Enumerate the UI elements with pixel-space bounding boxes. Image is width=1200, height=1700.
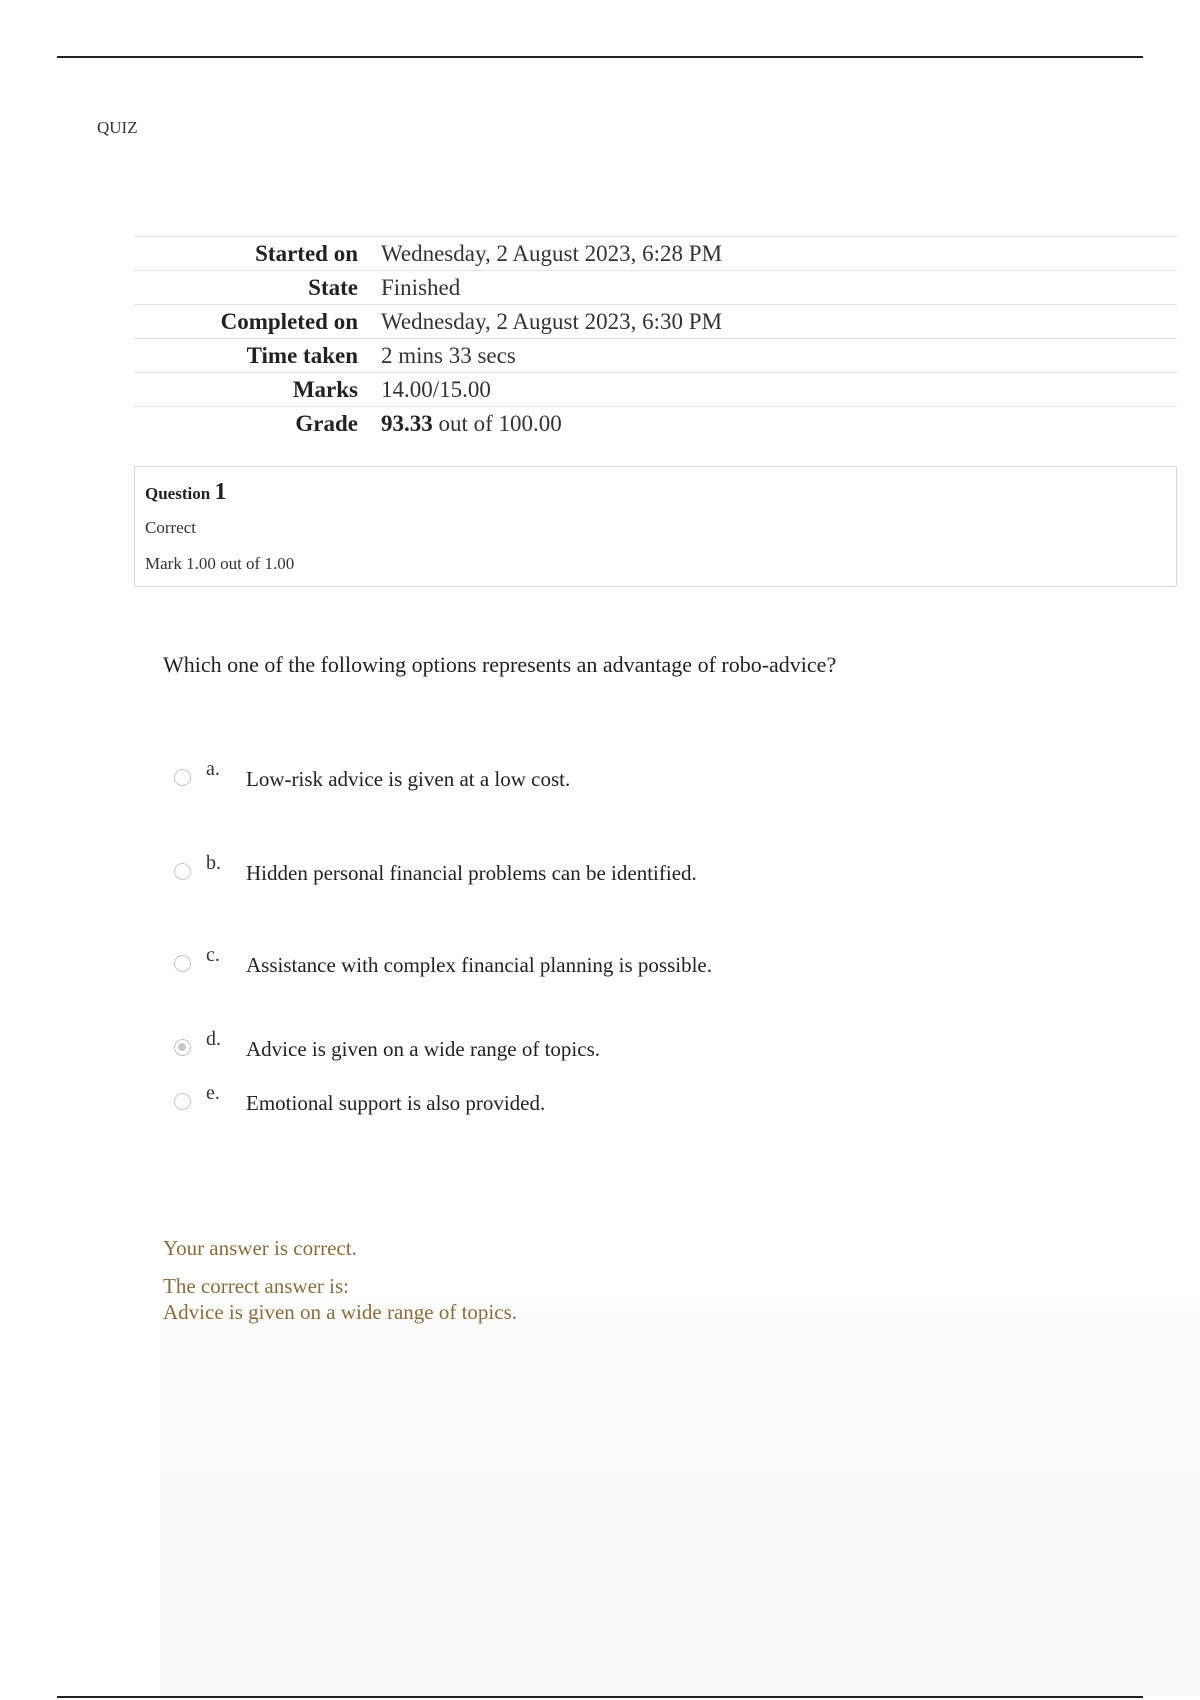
- option-letter: e.: [206, 1082, 220, 1104]
- option-letter: a.: [206, 758, 220, 780]
- summary-value: 2 mins 33 secs: [381, 342, 516, 368]
- option-letter: d.: [206, 1028, 221, 1050]
- attempt-summary-table: [134, 236, 1177, 440]
- question-info-box: [134, 466, 1177, 587]
- summary-label: Completed on: [220, 308, 358, 334]
- question-mark: Mark 1.00 out of 1.00: [145, 554, 295, 573]
- summary-label: State: [308, 274, 358, 300]
- summary-row-started-on: [134, 237, 1177, 271]
- feedback-verdict: Your answer is correct.: [163, 1236, 357, 1260]
- summary-value: Wednesday, 2 August 2023, 6:28 PM: [381, 240, 723, 266]
- question-number: [145, 479, 226, 506]
- summary-row-time-taken: [134, 339, 1177, 373]
- radio-button[interactable]: [174, 863, 191, 880]
- option-text: Low-risk advice is given at a low cost.: [246, 767, 571, 791]
- summary-value: Wednesday, 2 August 2023, 6:30 PM: [381, 308, 723, 334]
- option-text: Assistance with complex financial planning is possible.: [246, 953, 712, 977]
- summary-label: Started on: [255, 240, 358, 266]
- option-letter: c.: [206, 944, 220, 966]
- grade-out-of: out of 100.00: [432, 410, 562, 436]
- summary-row-completed-on: [134, 305, 1177, 339]
- option-text: Hidden personal financial problems can be identified.: [246, 861, 697, 885]
- summary-row-grade: [134, 407, 1177, 440]
- top-rule: [57, 56, 1143, 58]
- question-formulation-area: [160, 600, 1200, 1696]
- right-answer-label: The correct answer is:: [163, 1274, 349, 1298]
- radio-button[interactable]: [174, 1093, 191, 1110]
- summary-row-marks: [134, 373, 1177, 407]
- summary-row-state: [134, 271, 1177, 305]
- radio-button[interactable]: [174, 769, 191, 786]
- page-label: QUIZ: [97, 118, 138, 137]
- summary-label: Grade: [295, 410, 358, 436]
- summary-value: Finished: [381, 274, 461, 300]
- question-label: Question: [145, 484, 211, 503]
- option-text: Emotional support is also provided.: [246, 1091, 546, 1115]
- bottom-rule: [57, 1696, 1143, 1698]
- radio-button[interactable]: [174, 955, 191, 972]
- summary-label: Marks: [292, 376, 358, 402]
- question-state: Correct: [145, 518, 196, 537]
- summary-value: [358, 411, 562, 437]
- option-letter: b.: [206, 852, 221, 874]
- question-text: Which one of the following options represents an advantage of robo-advice?: [163, 652, 837, 677]
- summary-value: 14.00/15.00: [381, 376, 491, 402]
- right-answer-text: Advice is given on a wide range of topics.: [163, 1300, 517, 1324]
- summary-label: Time taken: [246, 342, 358, 368]
- radio-button-selected[interactable]: [174, 1039, 191, 1056]
- option-text: Advice is given on a wide range of topics.: [246, 1037, 600, 1061]
- grade-value: 93.33: [381, 410, 433, 436]
- question-number-value: 1: [214, 479, 227, 505]
